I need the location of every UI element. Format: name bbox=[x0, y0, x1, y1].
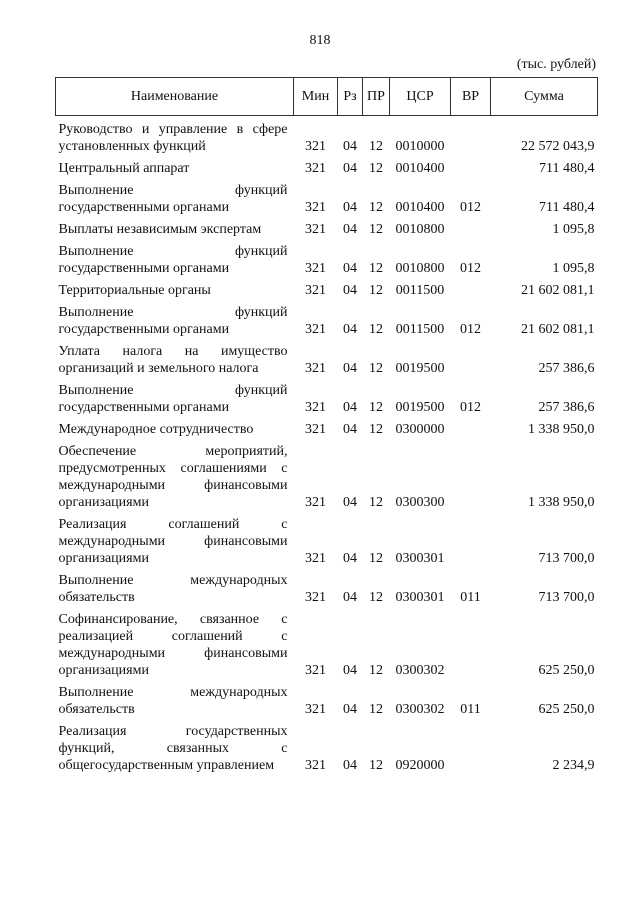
cell-csr: 0010000 bbox=[395, 139, 445, 154]
cell-sum: 625 250,0 bbox=[538, 663, 595, 678]
cell-name: Руководство и управление в сфере установленных функций bbox=[58, 122, 288, 154]
cell-name: Выполнение международных обязательств bbox=[58, 573, 288, 605]
cell-pr: 12 bbox=[369, 758, 383, 773]
cell-csr: 0010800 bbox=[395, 222, 445, 237]
cell-csr: 0300300 bbox=[395, 495, 445, 510]
cell-min: 321 bbox=[305, 139, 326, 154]
cell-min: 321 bbox=[305, 283, 326, 298]
cell-rz: 04 bbox=[343, 139, 357, 154]
page-number: 818 bbox=[309, 33, 331, 48]
cell-min: 321 bbox=[305, 161, 326, 176]
cell-name: Уплата налога на имущество организаций и земельного налога bbox=[58, 344, 288, 376]
cell-name: Обеспечение мероприятий, предусмотренных соглашениями с международными финансовыми организациями bbox=[58, 444, 288, 510]
cell-min: 321 bbox=[305, 222, 326, 237]
cell-pr: 12 bbox=[369, 590, 383, 605]
table-row bbox=[56, 216, 598, 238]
cell-sum: 21 602 081,1 bbox=[521, 322, 595, 337]
table-row bbox=[56, 299, 598, 338]
cell-name: Выполнение функций государственными органами bbox=[58, 383, 288, 415]
cell-sum: 625 250,0 bbox=[538, 702, 595, 717]
table-header bbox=[56, 78, 598, 116]
header-rz: Рз bbox=[338, 78, 363, 116]
cell-min: 321 bbox=[305, 400, 326, 415]
cell-csr: 0010400 bbox=[395, 200, 445, 215]
cell-sum: 713 700,0 bbox=[538, 551, 595, 566]
cell-min: 321 bbox=[305, 758, 326, 773]
cell-pr: 12 bbox=[369, 222, 383, 237]
cell-vr: 012 bbox=[460, 400, 481, 415]
cell-pr: 12 bbox=[369, 261, 383, 276]
cell-min: 321 bbox=[305, 361, 326, 376]
cell-csr: 0011500 bbox=[395, 283, 445, 298]
cell-rz: 04 bbox=[343, 283, 357, 298]
cell-vr bbox=[451, 416, 491, 438]
cell-csr: 0300301 bbox=[395, 551, 445, 566]
cell-sum: 711 480,4 bbox=[539, 200, 595, 215]
cell-min: 321 bbox=[305, 702, 326, 717]
cell-pr: 12 bbox=[369, 400, 383, 415]
table-row bbox=[56, 718, 598, 774]
cell-pr: 12 bbox=[369, 161, 383, 176]
cell-sum: 1 338 950,0 bbox=[528, 422, 595, 437]
header-pr: ПР bbox=[363, 78, 390, 116]
cell-name: Выполнение функций государственными органами bbox=[58, 183, 288, 215]
cell-vr: 012 bbox=[460, 261, 481, 276]
cell-min: 321 bbox=[305, 422, 326, 437]
cell-rz: 04 bbox=[343, 161, 357, 176]
cell-name: Реализация государственных функций, связанных с общегосударственным управлением bbox=[58, 724, 288, 773]
cell-vr bbox=[451, 277, 491, 299]
table-row bbox=[56, 416, 598, 438]
cell-vr: 011 bbox=[460, 702, 481, 717]
cell-rz: 04 bbox=[343, 758, 357, 773]
cell-min: 321 bbox=[305, 495, 326, 510]
table-row bbox=[56, 679, 598, 718]
header-csr: ЦСР bbox=[390, 78, 451, 116]
table-row bbox=[56, 438, 598, 511]
cell-rz: 04 bbox=[343, 551, 357, 566]
cell-name: Выплаты независимым экспертам bbox=[58, 222, 262, 237]
table-row bbox=[56, 567, 598, 606]
header-vr: ВР bbox=[451, 78, 491, 116]
cell-sum: 257 386,6 bbox=[538, 361, 595, 376]
cell-name: Софинансирование, связанное с реализацией соглашений с международными финансовыми организациями bbox=[58, 612, 288, 678]
header-min: Мин bbox=[294, 78, 338, 116]
cell-rz: 04 bbox=[343, 361, 357, 376]
cell-rz: 04 bbox=[343, 261, 357, 276]
cell-csr: 0300302 bbox=[395, 663, 445, 678]
cell-vr: 012 bbox=[460, 200, 481, 215]
cell-min: 321 bbox=[305, 590, 326, 605]
cell-sum: 22 572 043,9 bbox=[521, 139, 595, 154]
cell-pr: 12 bbox=[369, 551, 383, 566]
cell-rz: 04 bbox=[343, 222, 357, 237]
cell-pr: 12 bbox=[369, 702, 383, 717]
header-sum: Сумма bbox=[491, 78, 598, 116]
cell-name: Международное сотрудничество bbox=[58, 422, 254, 437]
cell-csr: 0019500 bbox=[395, 400, 445, 415]
cell-sum: 1 338 950,0 bbox=[528, 495, 595, 510]
cell-name: Реализация соглашений с международными финансовыми организациями bbox=[58, 517, 288, 566]
cell-name: Центральный аппарат bbox=[58, 161, 190, 176]
cell-rz: 04 bbox=[343, 702, 357, 717]
cell-csr: 0019500 bbox=[395, 361, 445, 376]
cell-rz: 04 bbox=[343, 590, 357, 605]
cell-rz: 04 bbox=[343, 495, 357, 510]
table-row bbox=[56, 377, 598, 416]
table-row bbox=[56, 238, 598, 277]
cell-csr: 0920000 bbox=[395, 758, 445, 773]
cell-vr bbox=[451, 438, 491, 511]
cell-sum: 257 386,6 bbox=[538, 400, 595, 415]
cell-pr: 12 bbox=[369, 495, 383, 510]
cell-rz: 04 bbox=[343, 663, 357, 678]
cell-csr: 0300302 bbox=[395, 702, 445, 717]
cell-vr bbox=[451, 606, 491, 679]
cell-sum: 21 602 081,1 bbox=[521, 283, 595, 298]
table-row bbox=[56, 338, 598, 377]
cell-name: Выполнение функций государственными органами bbox=[58, 305, 288, 337]
cell-vr bbox=[451, 511, 491, 567]
cell-csr: 0300000 bbox=[395, 422, 445, 437]
cell-name: Территориальные органы bbox=[58, 283, 211, 298]
cell-min: 321 bbox=[305, 261, 326, 276]
table-row bbox=[56, 177, 598, 216]
cell-sum: 2 234,9 bbox=[552, 758, 595, 773]
units-label: (тыс. рублей) bbox=[516, 57, 596, 72]
table-row bbox=[56, 277, 598, 299]
cell-pr: 12 bbox=[369, 139, 383, 154]
cell-sum: 1 095,8 bbox=[552, 222, 595, 237]
cell-vr bbox=[451, 116, 491, 156]
cell-pr: 12 bbox=[369, 361, 383, 376]
cell-vr bbox=[451, 216, 491, 238]
cell-vr bbox=[451, 155, 491, 177]
cell-sum: 713 700,0 bbox=[538, 590, 595, 605]
cell-vr: 011 bbox=[460, 590, 481, 605]
cell-pr: 12 bbox=[369, 283, 383, 298]
table-row bbox=[56, 155, 598, 177]
cell-min: 321 bbox=[305, 200, 326, 215]
cell-name: Выполнение функций государственными органами bbox=[58, 244, 288, 276]
cell-pr: 12 bbox=[369, 322, 383, 337]
cell-sum: 711 480,4 bbox=[539, 161, 595, 176]
table-row bbox=[56, 606, 598, 679]
cell-min: 321 bbox=[305, 663, 326, 678]
table-row bbox=[56, 116, 598, 156]
cell-rz: 04 bbox=[343, 400, 357, 415]
cell-vr: 012 bbox=[460, 322, 481, 337]
cell-csr: 0011500 bbox=[395, 322, 445, 337]
cell-vr bbox=[451, 338, 491, 377]
cell-csr: 0010400 bbox=[395, 161, 445, 176]
header-name: Наименование bbox=[56, 78, 294, 116]
cell-min: 321 bbox=[305, 551, 326, 566]
cell-pr: 12 bbox=[369, 200, 383, 215]
cell-csr: 0300301 bbox=[395, 590, 445, 605]
cell-pr: 12 bbox=[369, 422, 383, 437]
budget-table bbox=[55, 77, 598, 774]
table-row bbox=[56, 511, 598, 567]
cell-csr: 0010800 bbox=[395, 261, 445, 276]
cell-rz: 04 bbox=[343, 422, 357, 437]
cell-pr: 12 bbox=[369, 663, 383, 678]
cell-rz: 04 bbox=[343, 322, 357, 337]
cell-sum: 1 095,8 bbox=[552, 261, 595, 276]
cell-rz: 04 bbox=[343, 200, 357, 215]
cell-vr bbox=[451, 718, 491, 774]
cell-min: 321 bbox=[305, 322, 326, 337]
cell-name: Выполнение международных обязательств bbox=[58, 685, 288, 717]
